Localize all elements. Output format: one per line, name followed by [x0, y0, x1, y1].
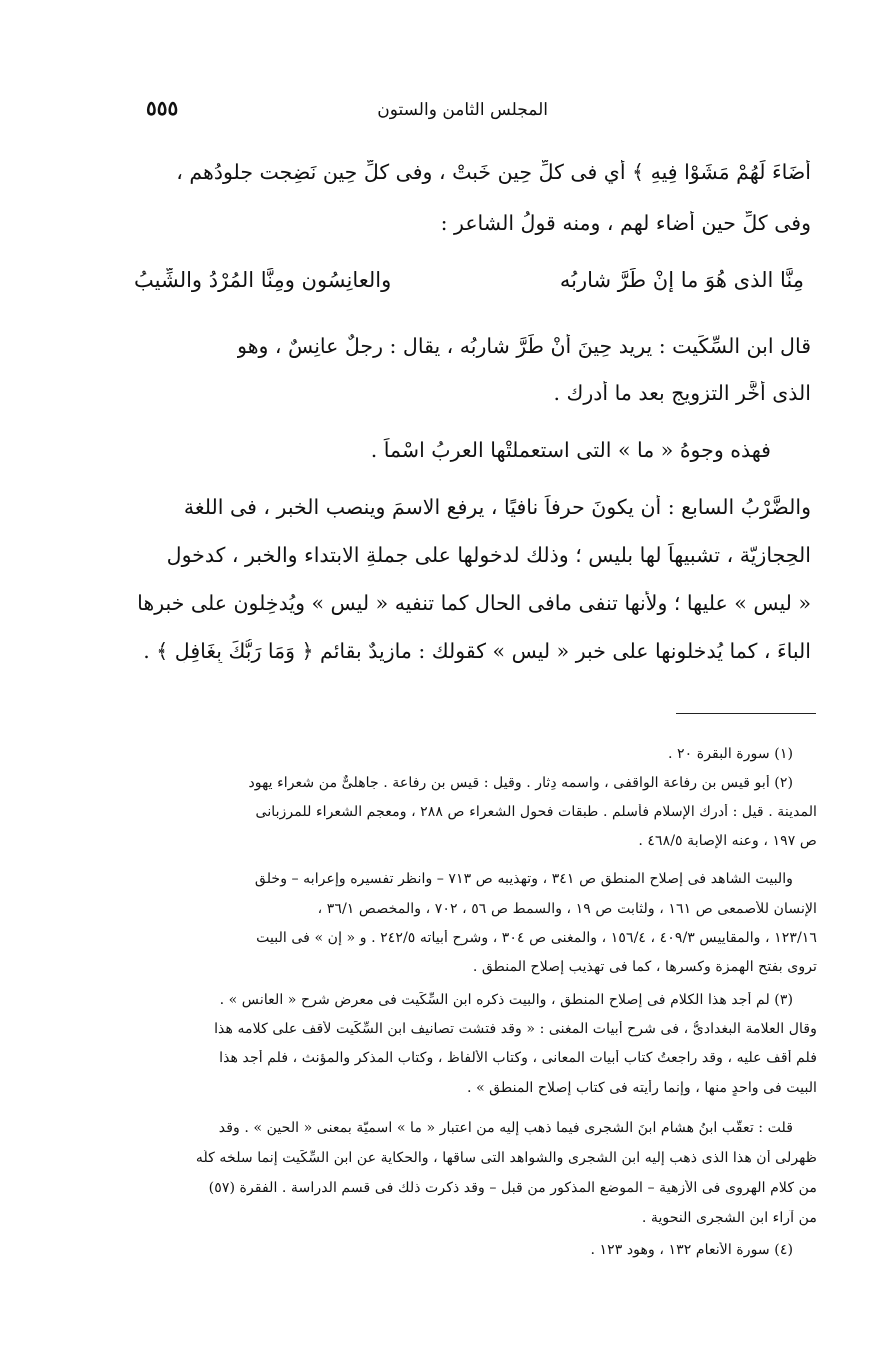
footnote-4: (٤) سورة الأنعام ١٣٢ ، وهود ١٢٣ .	[590, 1242, 793, 1258]
footnote-2-line-2: المدينة . قيل : أدرك الإسلام فأسلم . طبقات فحول الشعراء ص ٢٨٨ ، ومعجم الشعراء للمرزبانى	[255, 804, 817, 820]
body-line-7: الحِجازيّة ، تشبيهاً لها بليس ؛ وذلك لدخولها على جملةِ الابتداء والخبر ، كدخول	[166, 543, 811, 567]
footnote-3-line-4: البيت فى واحدٍ منها ، وإنما رأيته فى كتاب إصلاح المنطق » .	[466, 1080, 817, 1096]
footnote-2-line-5: الإنسان للأصمعى ص ١٦١ ، ولثابت ص ١٩ ، والسمط ص ٥٦ ، ٧٠٢ ، والمخصص ٣٦/١ ،	[317, 901, 817, 917]
body-line-6: والضَّرْبُ السابع : أن يكونَ حرفاً نافيًا ، يرفع الاسمَ وينصب الخبر ، فى اللغة	[183, 495, 811, 519]
footnote-3-line-8: من آراء ابن الشجرى النحوية .	[641, 1210, 817, 1226]
footnote-2-line-6: ١٢٣/١٦ ، والمقاييس ٤٠٩/٣ ، ١٥٦/٤ ، والمغنى ص ٣٠٤ ، وشرح أبياته ٢٤٢/٥ . و « إن » فى البيت	[256, 930, 817, 946]
footnote-2-line-7: تروى بفتح الهمزة وكسرها ، كما فى تهذيب إصلاح المنطق .	[472, 959, 817, 975]
body-line-9: الباءَ ، كما يُدخلونها على خبر « ليس » كقولك : مازيدٌ بقائم ﴿ وَمَا رَبُّكَ بِغَافِلٍ ﴾ .	[143, 639, 811, 663]
body-line-2: وفى كلِّ حينٍ أضاء لهم ، ومنه قولُ الشاعر :	[440, 211, 811, 235]
footnote-2-line-4: والبيت الشاهد فى إصلاح المنطق ص ٣٤١ ، وتهذيبه ص ٧١٣ – وانظر تفسيره وإعرابه – وخلق	[254, 871, 793, 887]
body-line-3: قال ابن السِّكِّيت : يريد حِينَ أنْ طَرَّ شاربُه ، يقال : رجلٌ عانِسٌ ، وهو	[237, 334, 811, 358]
footnote-3-line-6: ظهرلى أن هذا الذى ذهب إليه ابن الشجرى والشواهد التى ساقها ، والحكاية عن ابن السِّكِّيت إنما سلخه كلَّه	[195, 1150, 817, 1166]
footnote-separator	[676, 713, 816, 714]
body-line-1: أَضَاءَ لَهُمْ مَشَوْا فِيهِ ﴾ أي فى كلِّ حِينِ خَبتْ ، وفى كلِّ حِينٍ نَضِجت جلودُهم ،	[176, 160, 811, 184]
body-line-8: « ليس » عليها ؛ ولأنها تنفى مافى الحال كما تنفيه « ليس » ويُدخِلون على خبرها	[137, 591, 811, 615]
footnote-3-line-2: وقال العلامة البغدادىُّ ، فى شرح أبيات المغنى : « وقد فتشت تصانيف ابن السِّكِّيت لأقف على كلامه هذا	[214, 1021, 817, 1037]
body-line-5: فهذه وجوهُ « ما » التى استعملتْها العربُ اسْماً .	[370, 438, 771, 462]
footnote-3-line-7: من كلام الهروى فى الأزهية – الموضع المذكور من قبل – وقد ذكرت ذلك فى قسم الدراسة . الفقرة (٥٧)	[208, 1180, 817, 1196]
footnote-2-line-1: (٢) أبو قيس بن رفاعة الواقفى ، واسمه دِثار . وقيل : قيس بن رفاعة . جاهلىٌّ من شعراء يهود	[248, 775, 793, 791]
footnote-3-line-3: فلم أقف عليه ، وقد راجعتُ كتاب أبيات المعانى ، وكتاب الألفاظ ، وكتاب المذكر والمؤنث ، فلم أجد هذا	[219, 1050, 817, 1066]
footnote-3-line-1: (٣) لم أجد هذا الكلام فى إصلاح المنطق ، والبيت ذكره ابن السِّكِّيت فى معرض شرح « العانس » .	[219, 992, 793, 1008]
verse-second-hemistich: والعانِسُون ومِنَّا المُرْدُ والشِّيبُ	[134, 268, 392, 292]
footnote-2-line-3: ص ١٩٧ ، وعنه الإصابة ٤٦٨/٥ .	[638, 833, 817, 849]
footnote-3-line-5: قلت : تعقَّب ابنُ هشام ابنَ الشجرى فيما ذهب إليه من اعتبار « ما » اسميّة بمعنى « الحين » . وقد	[218, 1120, 793, 1136]
verse-first-hemistich: مِنَّا الذى هُوَ ما إنْ طَرَّ شاربُه	[559, 268, 804, 292]
running-title: المجلس الثامن والستون	[377, 100, 548, 120]
footnote-1: (١) سورة البقرة ٢٠ .	[667, 746, 793, 762]
body-line-4: الذى أخَّر التزويج بعد ما أدرك .	[553, 381, 811, 405]
page-number: ٥٥٥	[146, 96, 179, 120]
page-header	[118, 96, 818, 126]
